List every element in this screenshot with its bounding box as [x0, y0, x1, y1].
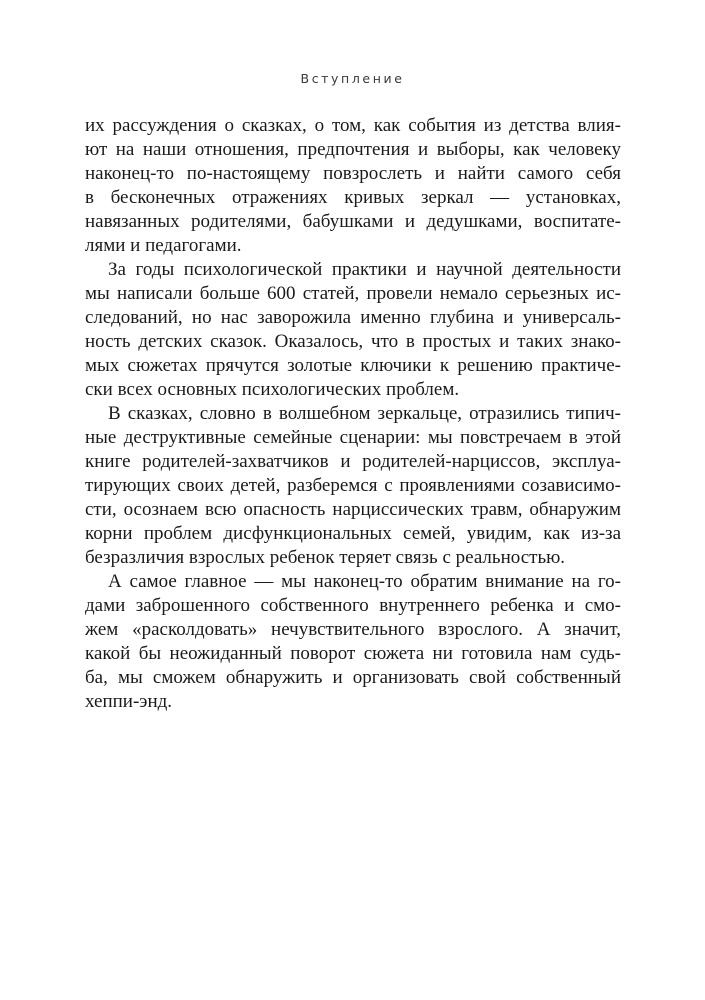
text-line: корни проблем дисфункциональных семей, увидим, как из-за: [85, 523, 621, 544]
text-line: ба, мы сможем обнаружить и организовать свой собственный: [85, 667, 621, 688]
text-line: жем «расколдовать» нечувствительного взрослого. А значит,: [85, 619, 621, 640]
text-line: ски всех основных психологических проблем.: [85, 379, 460, 400]
text-line: мы написали больше 600 статей, провели немало серьезных ис-: [85, 283, 621, 304]
text-line: какой бы неожиданный поворот сюжета ни готовила нам судь-: [85, 643, 621, 664]
text-line: сти, осознаем всю опасность нарциссических травм, обнаружим: [85, 499, 621, 520]
text-line: наконец-то по-настоящему повзрослеть и найти самого себя: [85, 163, 621, 184]
text-line: дами заброшенного собственного внутреннего ребенка и смо-: [85, 595, 621, 616]
text-line: ность детских сказок. Оказалось, что в простых и таких знако-: [85, 331, 621, 352]
text-line: безразличия взрослых ребенок теряет связь с реальностью.: [85, 547, 566, 568]
text-line: в бесконечных отражениях кривых зеркал — установках,: [85, 187, 621, 208]
text-line: навязанных родителями, бабушками и дедушками, воспитате-: [85, 211, 621, 232]
text-line: следований, но нас заворожила именно глубина и универсаль-: [85, 307, 621, 328]
text-line: тирующих своих детей, разберемся с проявлениями созависимо-: [85, 475, 621, 496]
text-line: их рассуждения о сказках, о том, как события из детства влия-: [85, 115, 621, 136]
text-line: книге родителей-захватчиков и родителей-нарциссов, эксплуа-: [85, 451, 621, 472]
text-line: мых сюжетах прячутся золотые ключики к решению практиче-: [85, 355, 621, 376]
text-line: хеппи-энд.: [85, 691, 173, 712]
text-line: ные деструктивные семейные сценарии: мы повстречаем в этой: [85, 427, 621, 448]
text-line: А самое главное — мы наконец-то обратим внимание на го-: [108, 571, 621, 592]
text-line: В сказках, словно в волшебном зеркальце, отразились типич-: [108, 403, 621, 424]
text-line: лями и педагогами.: [85, 235, 242, 256]
running-header: Вступление: [300, 71, 405, 86]
text-line: За годы психологической практики и научной деятельности: [108, 259, 621, 280]
text-line: ют на наши отношения, предпочтения и выборы, как человеку: [85, 139, 621, 160]
